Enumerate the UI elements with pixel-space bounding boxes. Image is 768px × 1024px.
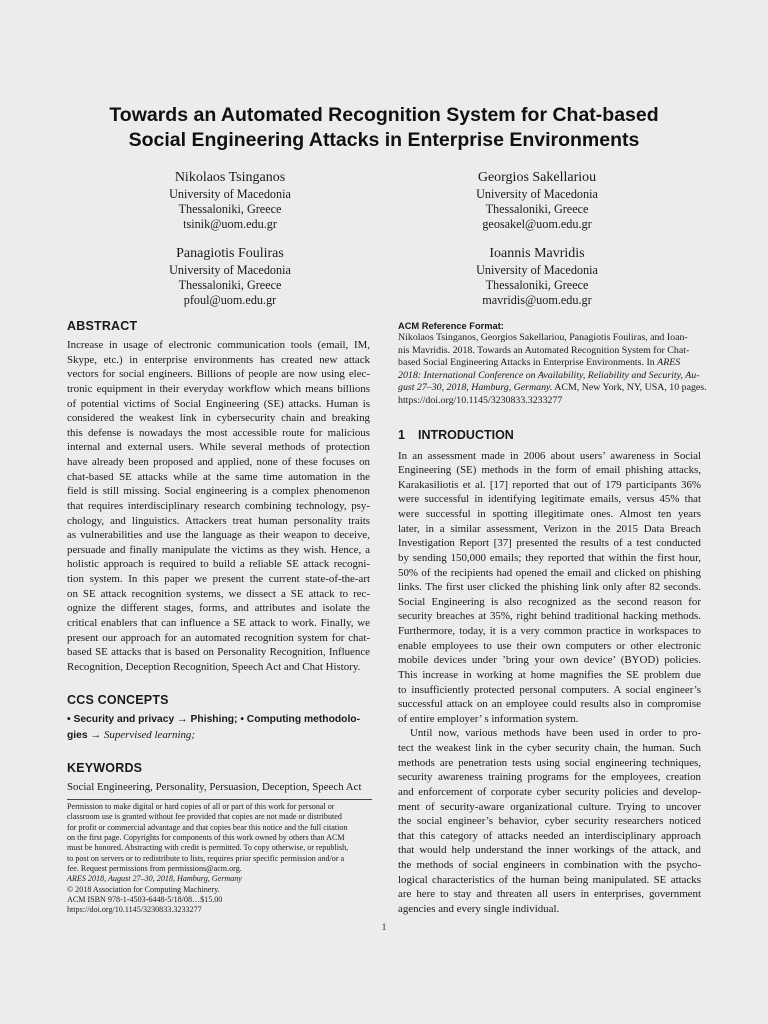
text-line: for profit or commercial advantage and that copies bear this notice and the full citation	[67, 822, 348, 832]
text-line: the social engineer’s behavior, cyber security researchers noticed	[398, 815, 701, 828]
text-line: present our approach for an automated recognition system for chat-	[67, 631, 370, 644]
text-line: Recognition, Deception Recognition, Speech Act and Chat History.	[67, 660, 361, 673]
acm-ref-fragment: based Social Engineering Attacks in Enterprise Environments. In	[398, 357, 658, 369]
text-line: security awareness training programs for the employees, creation	[398, 771, 701, 784]
text-line: security breaches at 35%, right behind traditional hacking methods.	[398, 610, 701, 623]
text-line: Investigation Report [37] presented the results of a test conducted	[398, 537, 701, 550]
text-line: successful attack on an employee could results also in compromise	[398, 698, 701, 711]
text-line: as vulnerabilities and use the language as their weapon to deceive,	[67, 529, 370, 542]
text-line: 50% of the recipients had opened the email and clicked on phishing	[398, 566, 701, 579]
author-email: mavridis@uom.edu.gr	[482, 293, 592, 307]
text-line: based SE attacks that is based on Personality Recognition, Influence	[67, 646, 370, 659]
ccs-concepts	[67, 712, 370, 743]
text-line: methods are penetration tests using social engineering techniques,	[398, 756, 701, 769]
text-line: Skype, etc.) in enterprise environments has created new attack	[67, 353, 370, 366]
introduction-heading	[398, 427, 701, 443]
text-line: classroom use is granted without fee provided that copies are not made or distributed	[67, 812, 342, 822]
introduction-paragraph-1	[398, 449, 701, 727]
author-block-4	[422, 245, 652, 308]
text-line: persuade and finally manipulate the victims as they wish. Hence, a	[67, 543, 370, 556]
ccs-term-methodologies: gies	[67, 729, 88, 741]
isbn-line: ACM ISBN 978-1-4503-6448-5/18/08…$15.00	[67, 895, 223, 905]
text-line: Karakasiliotis et al. [17] reported that out of 179 participants 36%	[398, 478, 701, 491]
author-name: Ioannis Mavridis	[489, 246, 585, 261]
text-line: tronic equipment in their everyday workflow which means billions	[67, 382, 370, 395]
text-line: of potential victims of Social Engineering (SE) attacks. Human is	[67, 397, 370, 410]
text-line: Social Engineering is also recognized as the second reason for	[398, 595, 701, 608]
abstract-body	[67, 338, 370, 674]
left-column	[67, 318, 370, 794]
author-name: Nikolaos Tsinganos	[174, 170, 286, 185]
author-block-3	[115, 245, 345, 308]
ccs-term-supervised: Supervised learning;	[103, 728, 195, 741]
text-line: Until now, various methods have been used in order to pro-	[410, 727, 701, 740]
acm-ref-doi: https://doi.org/10.1145/3230833.3233277	[398, 394, 563, 406]
keywords-heading: KEYWORDS	[67, 760, 143, 775]
author-location: Thessaloniki, Greece	[178, 278, 282, 292]
venue-line: ARES 2018, August 27–30, 2018, Hamburg, Germany	[67, 874, 242, 884]
page-number: 1	[381, 922, 387, 932]
text-line: internal and external users. While several methods of protection	[67, 441, 370, 454]
text-line: chat-based SE attacks while at the same time automation in the	[67, 470, 370, 483]
title-line-1: Towards an Automated Recognition System for Chat-based	[109, 104, 659, 126]
text-line: tion system. In this paper we present the current state-of-the-art	[67, 573, 370, 585]
text-line: field is still missing. Social engineering is a complex phenomenon	[67, 485, 370, 498]
text-line: on SE attack recognition systems, we dissect a SE attack to rec-	[67, 587, 370, 600]
text-line: to post on servers or to redistribute to lists, requires prior specific permission and/or a	[67, 853, 345, 863]
text-line: fee. Request permissions from permissions@acm.org.	[67, 864, 242, 874]
author-email: tsinik@uom.edu.gr	[183, 217, 277, 231]
ccs-term-computing: • Computing methodolo-	[237, 714, 361, 726]
text-line: have already been proposed and applied, none of these focuses on	[67, 456, 370, 468]
section-number: 1	[398, 427, 405, 442]
section-title: INTRODUCTION	[418, 427, 514, 442]
text-line: This increase in working at home magnifies the SE problem due	[398, 668, 701, 681]
text-line: to insufficiently protected personal computers. A social engineer’s	[398, 683, 701, 696]
text-line: and enforcement of corporate cyber security policies and develop-	[398, 785, 701, 798]
text-line: this defense is nowadays the most accessible route for malicious	[67, 426, 370, 439]
text-line: critical enablers that can influence a SE attack to work. Finally, we	[67, 616, 370, 629]
text-line: that this category of attacks needed an interdisciplinary approach	[398, 829, 701, 842]
acm-ref-venue: gust 27–30, 2018, Hamburg, Germany.	[398, 382, 553, 394]
author-email: pfoul@uom.edu.gr	[183, 293, 277, 307]
text-line: are here to stay and threaten all users in enterprises, government	[398, 888, 701, 901]
text-line: of entire employer’ s information system.	[398, 712, 579, 725]
text-line: must be honored. Abstracting with credit is permitted. To copy otherwise, or republish,	[67, 843, 349, 853]
text-line: chology, and linguistics. Attackers treat human personality traits	[67, 514, 370, 527]
text-line: vectors for social engineers. Billions of people are now using elec-	[67, 368, 370, 381]
author-name: Georgios Sakellariou	[477, 170, 597, 185]
author-affiliation: University of Macedonia	[169, 187, 291, 201]
right-column	[398, 320, 707, 917]
text-line: Increase in usage of electronic communication tools (email, IM,	[67, 339, 370, 351]
text-line: were successful in spotting illegitimate ones. Almost ten years	[398, 508, 701, 521]
ccs-arrow: →	[87, 728, 104, 741]
permission-footnote	[67, 799, 372, 916]
ccs-term-phishing: Phishing;	[190, 714, 238, 726]
text-line: on the first page. Copyrights for components of this work owned by others than ACM	[67, 833, 345, 843]
text-line: In an assessment made in 2006 about users’ awareness in Social	[398, 449, 701, 462]
acm-ref-line: 2018: International Conference on Availability, Reliability and Security, Au-	[398, 369, 700, 381]
text-line: Engineering (SE) methods in the form of email phishing attacks,	[398, 464, 701, 477]
copyright-line: © 2018 Association for Computing Machinery.	[67, 884, 220, 894]
text-line: holistic approach is required to build a reliable SE attack recogni-	[67, 558, 370, 571]
title-line-2: Social Engineering Attacks in Enterprise Environments	[128, 129, 640, 151]
ccs-arrow: →	[174, 713, 191, 726]
author-block-1	[115, 169, 345, 232]
permission-text	[67, 802, 372, 874]
text-line: tect the weakest link in the cyber security chain, the human. Such	[398, 742, 701, 755]
text-line: the methods of social engineers in combination with the psycho-	[398, 859, 701, 872]
author-affiliation: University of Macedonia	[476, 187, 598, 201]
introduction-paragraph-2	[398, 726, 701, 916]
text-line: logical characteristics of the human being manipulated. SE attacks	[398, 873, 701, 886]
ccs-term-security: • Security and privacy	[67, 714, 175, 726]
author-email: geosakel@uom.edu.gr	[482, 217, 592, 231]
text-line: mobile devices under ’bring your own device’ (BYOD) policies.	[398, 654, 701, 667]
author-name: Panagiotis Fouliras	[176, 246, 284, 261]
acm-ref-line: nis Mavridis. 2018. Towards an Automated Recognition System for Chat-	[398, 344, 690, 356]
author-affiliation: University of Macedonia	[476, 263, 598, 277]
text-line: Furthermore, today, it is a very common practice in workspaces to	[398, 625, 701, 638]
acm-ref-line	[398, 382, 707, 395]
text-line: agencies and every single individual.	[398, 902, 560, 915]
acm-ref-line	[398, 357, 701, 370]
text-line: by sending 150,000 emails; they reported that within the first hour,	[398, 551, 701, 564]
text-line: enable employees to use their own computers or other electronic	[398, 639, 701, 652]
text-line: ognize the different stages, forms, and attributes and isolate the	[67, 602, 370, 615]
author-location: Thessaloniki, Greece	[485, 278, 589, 292]
doi-line: https://doi.org/10.1145/3230833.3233277	[67, 905, 202, 915]
ccs-heading: CCS CONCEPTS	[67, 693, 169, 708]
acm-ref-line: Nikolaos Tsinganos, Georgios Sakellariou, Panagiotis Fouliras, and Ioan-	[398, 332, 688, 343]
acm-reference-heading: ACM Reference Format:	[398, 321, 504, 331]
acm-ref-venue: ARES	[657, 357, 681, 369]
text-line: Permission to make digital or hard copies of all or part of this work for personal or	[67, 802, 335, 811]
text-line: were successful in identifying legitimate emails, versus 45% that	[398, 493, 701, 506]
author-location: Thessaloniki, Greece	[485, 202, 589, 216]
text-line: ment of security-aware organizational culture. Trying to uncover	[398, 800, 701, 813]
text-line: that would help understand the inner workings of the attack, and	[398, 844, 701, 857]
text-line: that requires interdisciplinary research combining technology, psy-	[67, 499, 370, 512]
keywords-text: Social Engineering, Personality, Persuasion, Deception, Speech Act	[67, 780, 362, 793]
text-line: links. The first user clicked the phishing link only after 82 seconds.	[398, 581, 701, 594]
acm-reference-text	[398, 332, 707, 408]
text-line: considered the weakest link in cybersecurity chain and breaking	[67, 412, 370, 425]
author-affiliation: University of Macedonia	[169, 263, 291, 277]
abstract-heading: ABSTRACT	[67, 319, 138, 333]
author-block-2	[422, 169, 652, 232]
author-location: Thessaloniki, Greece	[178, 202, 282, 216]
acm-ref-fragment: ACM, New York, NY, USA, 10 pages.	[552, 382, 707, 394]
paper-title	[40, 103, 728, 153]
text-line: later, in a similar assessment, Verizon in the 2015 Data Breach	[398, 522, 701, 535]
